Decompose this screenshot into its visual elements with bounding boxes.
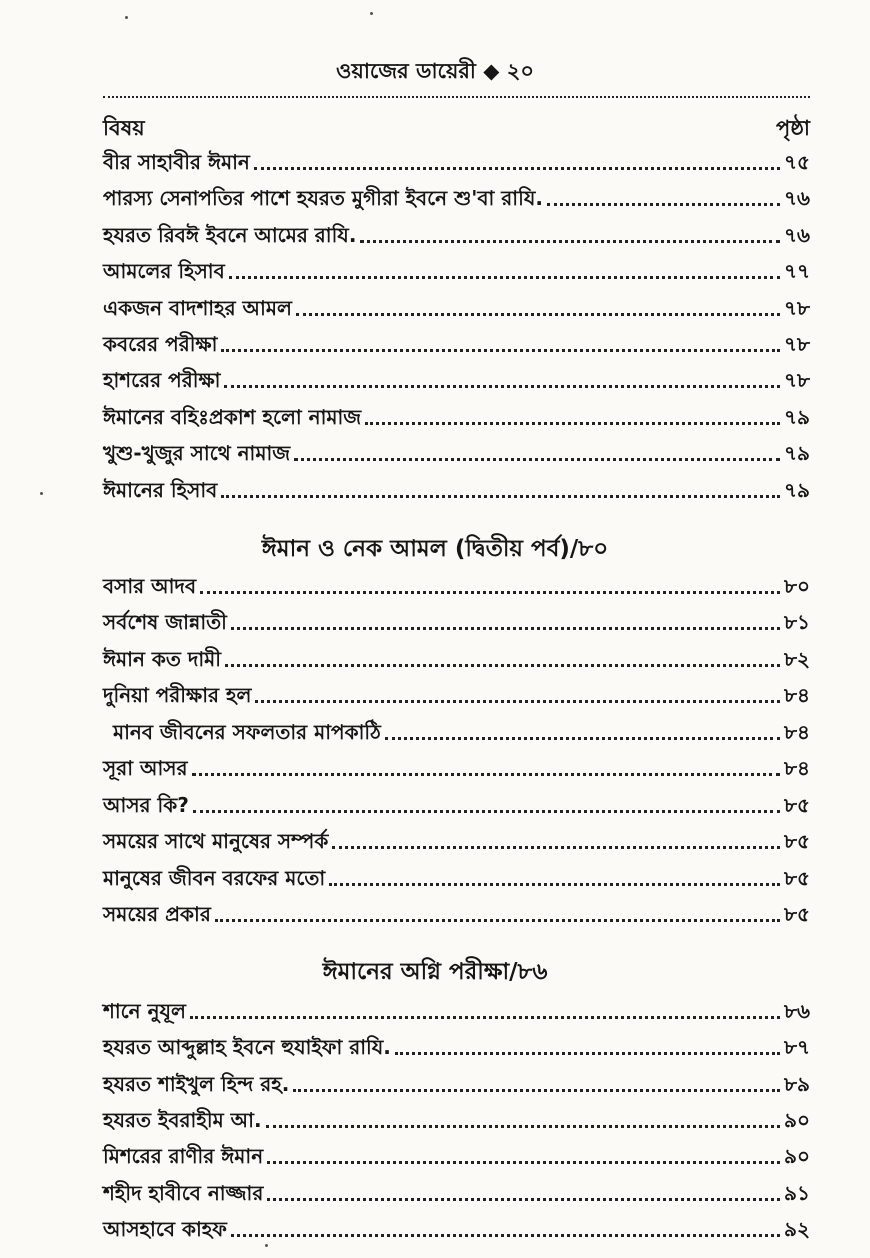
leader-dots xyxy=(200,591,780,594)
section-heading: ঈমানের অগ্নি পরীক্ষা/৮৬ xyxy=(322,959,548,985)
toc-entry-page: ৮৫ xyxy=(784,829,810,853)
leader-dots xyxy=(221,495,780,498)
toc-entry xyxy=(103,144,810,176)
running-header: ওয়াজের ডায়েরী ◆ ২০ xyxy=(336,59,534,83)
toc-entry xyxy=(103,993,810,1025)
toc-entry-page: ৭৬ xyxy=(783,223,810,247)
toc-entry-title: হযরত শাইখুল হিন্দ রহ. xyxy=(103,1072,290,1096)
toc-entry-page: ৭৫ xyxy=(784,150,810,174)
paper-speck xyxy=(125,16,128,19)
leader-dots xyxy=(385,737,780,740)
toc-entry xyxy=(103,677,810,709)
toc-entry-title: খুশু-খুজুর সাথে নামাজ xyxy=(103,441,291,465)
toc-entry-page: ৮৫ xyxy=(784,793,810,817)
toc-entry-page: ৯১ xyxy=(784,1181,810,1205)
toc-entry-title: বীর সাহাবীর ঈমান xyxy=(103,150,250,174)
toc-entry-page: ৮৫ xyxy=(784,902,810,926)
toc-entry-page: ৭৭ xyxy=(783,259,810,283)
toc-entry xyxy=(103,896,810,928)
toc-entry-page: ৮৫ xyxy=(784,866,810,890)
toc-entry-page: ৮৪ xyxy=(784,683,810,707)
toc-entry xyxy=(103,290,810,322)
toc-entry-page: ৭৬ xyxy=(783,186,810,210)
toc-entry-title: ঈমান কত দামী xyxy=(103,647,221,671)
toc-entry xyxy=(103,1138,810,1170)
toc-entry xyxy=(103,641,810,673)
toc-entry-page: ৮৬ xyxy=(784,999,810,1023)
leader-dots xyxy=(190,1016,780,1019)
toc-entry-page: ৮৪ xyxy=(784,720,810,744)
toc-entry-page: ৭৮ xyxy=(784,296,810,320)
toc-entry-page: ৮২ xyxy=(784,647,810,671)
toc-entry-title: হযরত ইবরাহীম আ. xyxy=(103,1108,262,1132)
leader-dots xyxy=(225,664,780,667)
toc-entry-title: শহীদ হাবীবে নাজ্জার xyxy=(103,1181,264,1205)
toc-entry-title: আসর কি? xyxy=(103,793,189,817)
leader-dots xyxy=(215,919,780,922)
section-heading: ঈমান ও নেক আমল (দ্বিতীয় পর্ব)/৮০ xyxy=(261,536,609,562)
leader-dots xyxy=(267,1198,780,1201)
toc-entry-page: ৮০ xyxy=(784,574,810,598)
toc-entry xyxy=(103,1029,810,1061)
toc-entry-title: হাশরের পরীক্ষা xyxy=(103,368,221,392)
toc-entry xyxy=(103,472,810,504)
toc-entry xyxy=(103,787,810,819)
toc-entry-title: আসহাবে কাহফ xyxy=(103,1217,227,1241)
leader-dots xyxy=(231,627,780,630)
leader-dots xyxy=(395,1052,780,1055)
leader-dots xyxy=(192,773,781,776)
toc-entry xyxy=(103,435,810,467)
toc-entry-title: একজন বাদশাহর আমল xyxy=(103,296,292,320)
leader-dots xyxy=(224,385,780,388)
toc-entry-page: ৭৯ xyxy=(784,478,810,502)
toc-entry-title: শানে নুযূল xyxy=(103,999,186,1023)
toc-entry-title: মানব জীবনের সফলতার মাপকাঠি xyxy=(113,720,381,744)
toc-entry-page: ৮১ xyxy=(784,610,810,634)
toc-entry-page: ৯০ xyxy=(784,1144,810,1168)
toc-entry-title: সময়ের প্রকার xyxy=(103,902,211,926)
toc-entry-title: হযরত আব্দুল্লাহ ইবনে হুযাইফা রাযি. xyxy=(103,1035,391,1059)
toc-entry xyxy=(103,1102,810,1134)
toc-entry xyxy=(103,860,810,892)
leader-dots xyxy=(231,1234,780,1237)
toc-entry-title: দুনিয়া পরীক্ষার হল xyxy=(103,683,252,707)
leader-dots xyxy=(221,349,780,352)
subject-column-heading: বিষয় xyxy=(103,116,145,140)
toc-entry xyxy=(103,823,810,855)
toc-entry-title: পারস্য সেনাপতির পাশে হযরত মুগীরা ইবনে শু'বা রাযি. xyxy=(103,186,543,210)
toc-entry-page: ৭৮ xyxy=(784,332,810,356)
toc-entry-title: আমলের হিসাব xyxy=(103,259,225,283)
leader-dots xyxy=(267,1161,780,1164)
leader-dots xyxy=(293,1089,780,1092)
header-divider xyxy=(103,96,810,98)
leader-dots xyxy=(329,883,780,886)
toc-entry xyxy=(103,1175,810,1207)
toc-entry xyxy=(103,362,810,394)
toc-entry-page: ৭৯ xyxy=(784,405,810,429)
toc-entry-page: ৭৯ xyxy=(784,441,810,465)
toc-entry-title: হযরত রিবঈ ইবনে আমের রাযি. xyxy=(103,223,357,247)
toc-entry xyxy=(103,568,810,600)
toc-entry-page: ৮৭ xyxy=(784,1035,810,1059)
toc-entry xyxy=(103,1211,810,1243)
leader-dots xyxy=(365,422,780,425)
toc-entry-title: কবরের পরীক্ষা xyxy=(103,332,218,356)
toc-entry-title: মিশরের রাণীর ঈমান xyxy=(103,1144,264,1168)
toc-entry-title: ঈমানের বহিঃপ্রকাশ হলো নামাজ xyxy=(103,405,362,429)
leader-dots xyxy=(547,203,780,206)
paper-speck xyxy=(265,1244,268,1247)
toc-entry xyxy=(103,253,810,285)
leader-dots xyxy=(294,458,780,461)
toc-entry xyxy=(103,180,810,212)
toc-entry-page: ৯২ xyxy=(784,1217,810,1241)
paper-speck xyxy=(370,12,373,15)
toc-entry-page: ৭৮ xyxy=(784,368,810,392)
toc-entry-title: বসার আদব xyxy=(103,574,197,598)
toc-entry-page: ৯০ xyxy=(784,1108,810,1132)
toc-entry xyxy=(103,604,810,636)
toc-entry xyxy=(103,1066,810,1098)
toc-entry-page: ৮৯ xyxy=(784,1072,810,1096)
leader-dots xyxy=(193,810,780,813)
leader-dots xyxy=(229,276,780,279)
toc-entry xyxy=(103,750,810,782)
leader-dots xyxy=(254,167,780,170)
leader-dots xyxy=(332,846,780,849)
paper-speck xyxy=(40,492,43,495)
toc-entry-page: ৮৪ xyxy=(784,756,810,780)
toc-entry xyxy=(103,217,810,249)
leader-dots xyxy=(360,240,780,243)
toc-entry xyxy=(103,399,810,431)
toc-entry xyxy=(103,326,810,358)
toc-entry-title: ঈমানের হিসাব xyxy=(103,478,218,502)
toc-entry-title: সর্বশেষ জান্নাতী xyxy=(103,610,227,634)
toc-entry-title: মানুষের জীবন বরফের মতো xyxy=(103,866,326,890)
toc-entry-title: সূরা আসর xyxy=(103,756,188,780)
toc-entry xyxy=(103,714,810,746)
leader-dots xyxy=(266,1125,780,1128)
toc-entry-title: সময়ের সাথে মানুষের সম্পর্ক xyxy=(103,829,329,853)
leader-dots xyxy=(255,700,780,703)
page-column-heading: পৃষ্ঠা xyxy=(775,116,810,140)
leader-dots xyxy=(296,313,780,316)
